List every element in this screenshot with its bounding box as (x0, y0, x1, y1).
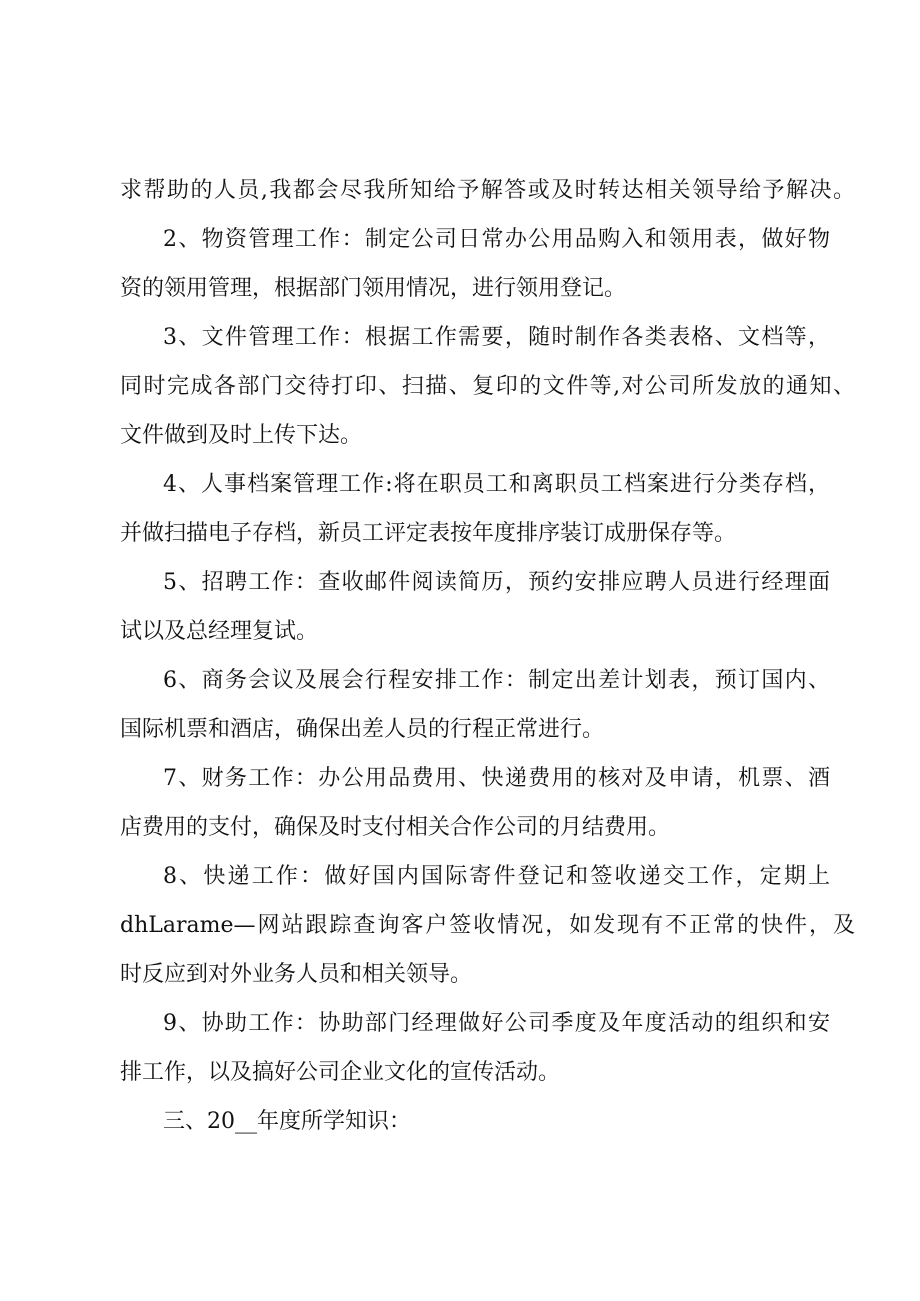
text-line: 排工作，以及搞好公司企业文化的宣传活动。 (120, 1060, 561, 1085)
text-line: 时反应到对外业务人员和相关领导。 (120, 962, 473, 987)
text-line: 9、协助工作：协助部门经理做好公司季度及年度活动的组织和安 (163, 1011, 830, 1036)
text-line: 文件做到及时上传下达。 (120, 423, 363, 448)
section-heading: 三、20__年度所学知识： (163, 1109, 411, 1134)
text-line: 3、文件管理工作：根据工作需要，随时制作各类表格、文档等， (163, 325, 830, 350)
text-line: 4、人事档案管理工作:将在职员工和离职员工档案进行分类存档， (163, 472, 830, 497)
text-line: 8、快递工作：做好国内国际寄件登记和签收递交工作，定期上 (163, 864, 830, 889)
text-line: 试以及总经理复试。 (120, 619, 319, 644)
text-line: 5、招聘工作：查收邮件阅读简历，预约安排应聘人员进行经理面 (163, 570, 830, 595)
text-line: 求帮助的人员,我都会尽我所知给予解答或及时转达相关领导给予解决。 (120, 178, 855, 203)
text-line: 店费用的支付，确保及时支付相关合作公司的月结费用。 (120, 815, 671, 840)
text-line: 7、财务工作：办公用品费用、快递费用的核对及申请，机票、酒 (163, 766, 830, 791)
text-line: 2、物资管理工作：制定公司日常办公用品购入和领用表，做好物 (163, 227, 830, 252)
text-line: 资的领用管理，根据部门领用情况，进行领用登记。 (120, 276, 627, 301)
text-line: 国际机票和酒店，确保出差人员的行程正常进行。 (120, 717, 605, 742)
text-line: 并做扫描电子存档，新员工评定表按年度排序装订成册保存等。 (120, 521, 737, 546)
text-line: 6、商务会议及展会行程安排工作：制定出差计划表，预订国内、 (163, 668, 830, 693)
text-line: dhLarame—网站跟踪查询客户签收情况，如发现有不正常的快件，及 (120, 913, 855, 938)
text-line: 同时完成各部门交待打印、扫描、复印的文件等,对公司所发放的通知、 (120, 374, 855, 399)
